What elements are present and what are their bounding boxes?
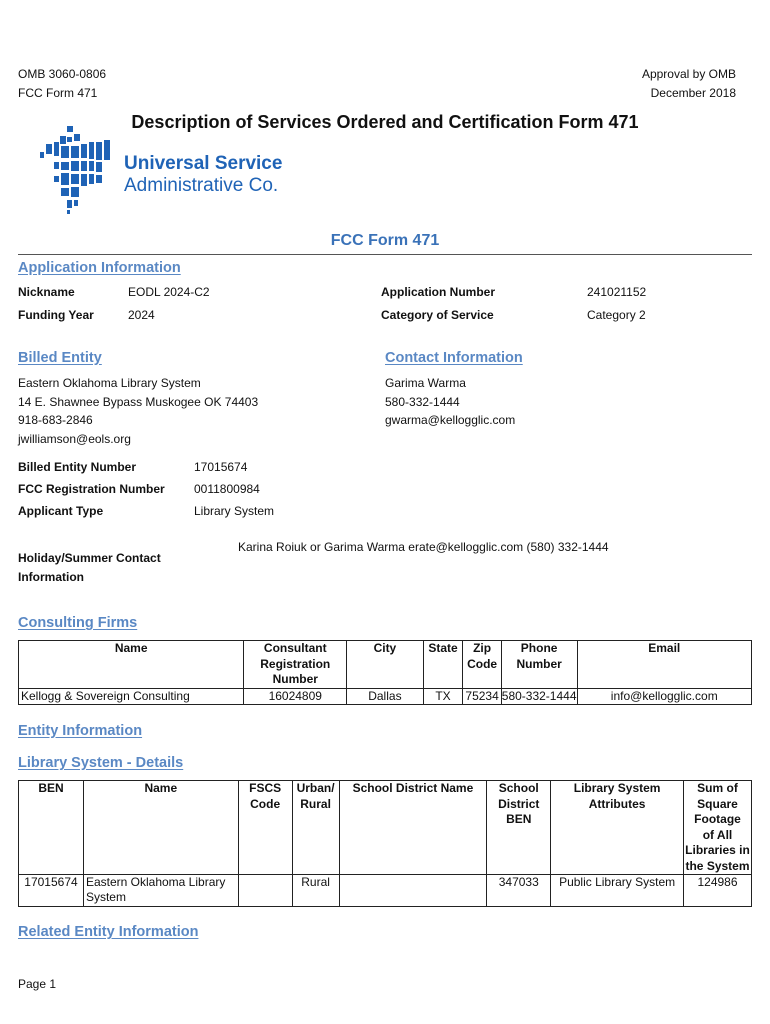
holiday-contact-label xyxy=(18,549,161,587)
section-consulting-firms: Consulting Firms xyxy=(18,615,138,631)
hdr-line: Code xyxy=(250,796,281,811)
hdr-line: Sum of xyxy=(697,781,738,795)
col-name: Name xyxy=(83,781,238,875)
cell-phone: 580-332-1444 xyxy=(501,689,577,703)
header-right xyxy=(642,65,736,103)
cell-library-attributes: Public Library System xyxy=(551,875,684,907)
billed-entity-street: 14 E. Shawnee Bypass Muskogee OK 74403 xyxy=(18,394,259,409)
section-library-system-details: Library System - Details xyxy=(18,755,184,771)
hdr-line: Library System xyxy=(573,781,661,795)
section-related-entity-information: Related Entity Information xyxy=(18,924,199,940)
hdr-line: FSCS xyxy=(249,781,282,795)
col-ben: BEN xyxy=(19,781,84,875)
col-zip xyxy=(463,641,501,689)
form-heading: FCC Form 471 xyxy=(330,232,440,249)
form-number: FCC Form 471 xyxy=(18,86,98,100)
cell-zip: 75234 xyxy=(463,689,501,705)
cell-school-district-name xyxy=(339,875,487,907)
billed-entity-address xyxy=(18,374,258,448)
cell-name xyxy=(83,875,238,907)
hdr-line: Zip xyxy=(473,641,492,655)
col-square-footage xyxy=(684,781,752,875)
applicant-type-label: Applicant Type xyxy=(18,504,104,518)
table-row xyxy=(19,689,752,705)
cell-fscs-code xyxy=(238,875,292,907)
fcc-registration-label: FCC Registration Number xyxy=(18,482,165,496)
table-header-row xyxy=(19,781,752,875)
hdr-line: Code xyxy=(467,656,498,671)
usac-logo xyxy=(40,126,300,214)
consulting-firms-table xyxy=(18,640,752,705)
hdr-line: Square xyxy=(697,796,738,811)
category-label: Category of Service xyxy=(381,308,494,322)
contact-email: gwarma@kellogglic.com xyxy=(385,413,516,427)
section-entity-information: Entity Information xyxy=(18,723,143,739)
library-system-table xyxy=(18,780,752,907)
page-number: Page 1 xyxy=(18,977,57,991)
funding-year-label: Funding Year xyxy=(18,308,94,322)
ben-label: Billed Entity Number xyxy=(18,460,137,474)
usac-logo-text xyxy=(124,153,282,197)
hdr-line: Libraries in xyxy=(685,843,750,857)
form-date: December 2018 xyxy=(650,86,736,100)
funding-year-value: 2024 xyxy=(128,308,155,322)
cell-email: info@kellogglic.com xyxy=(577,689,752,705)
applicant-type-value: Library System xyxy=(194,504,275,518)
col-urban-rural xyxy=(292,781,339,875)
contact-block xyxy=(385,374,515,430)
hdr-line: of All xyxy=(702,827,733,842)
cell-urban-rural: Rural xyxy=(292,875,339,907)
hdr-line: Phone xyxy=(520,641,558,655)
application-number-value: 241021152 xyxy=(587,285,647,299)
cell-name-line-2: System xyxy=(85,890,126,904)
col-fscs-code xyxy=(238,781,292,875)
col-school-district-name: School District Name xyxy=(339,781,487,875)
hdr-line: Number xyxy=(516,656,562,671)
section-application-information: Application Information xyxy=(18,260,181,276)
holiday-label-line-2: Information xyxy=(18,570,84,584)
omb-number: OMB 3060-0806 xyxy=(18,67,107,81)
logo-line-2: Administrative Co. xyxy=(124,175,279,196)
holiday-label-line-1: Holiday/Summer Contact xyxy=(18,551,161,565)
cell-name: Kellogg & Sovereign Consulting xyxy=(19,689,244,705)
hdr-line: Urban/ xyxy=(296,781,335,795)
hdr-line: BEN xyxy=(506,812,532,826)
holiday-contact-value: Karina Roiuk or Garima Warma erate@kellogglic.com (580) 332-1444 xyxy=(238,540,609,554)
nickname-value: EODL 2024-C2 xyxy=(128,285,210,299)
hdr-line: Footage xyxy=(694,812,741,826)
nickname-label: Nickname xyxy=(18,285,75,299)
hdr-line: Consultant xyxy=(263,641,327,655)
section-billed-entity: Billed Entity xyxy=(18,350,102,366)
table-row xyxy=(19,875,752,907)
hdr-line: School xyxy=(498,781,539,795)
cell-square-footage: 124986 xyxy=(684,875,752,907)
col-city: City xyxy=(347,641,423,689)
header-left xyxy=(18,65,106,103)
contact-name: Garima Warma xyxy=(385,376,466,390)
col-school-district-ben xyxy=(487,781,551,875)
hdr-line: Registration xyxy=(260,656,331,671)
hdr-line: District xyxy=(498,796,540,811)
usac-logo-icon xyxy=(40,126,120,214)
ben-value: 17015674 xyxy=(194,460,248,474)
omb-approval: Approval by OMB xyxy=(641,67,736,81)
hdr-line: Rural xyxy=(300,796,331,811)
section-contact-information: Contact Information xyxy=(385,350,523,366)
billed-entity-name: Eastern Oklahoma Library System xyxy=(18,376,201,390)
cell-crn: 16024809 xyxy=(244,689,347,705)
fcc-registration-value: 0011800984 xyxy=(194,482,260,496)
col-library-attributes xyxy=(551,781,684,875)
col-consultant-registration xyxy=(244,641,347,689)
col-email: Email xyxy=(577,641,752,689)
billed-entity-phone: 918-683-2846 xyxy=(18,413,93,427)
logo-line-1: Universal Service xyxy=(124,153,283,174)
col-state: State xyxy=(423,641,463,689)
cell-school-district-ben: 347033 xyxy=(487,875,551,907)
hdr-line: Number xyxy=(272,672,318,686)
col-name: Name xyxy=(19,641,244,689)
table-header-row xyxy=(19,641,752,689)
cell-city: Dallas xyxy=(347,689,423,705)
heading-divider xyxy=(18,254,752,255)
col-phone xyxy=(501,641,577,689)
cell-state: TX xyxy=(423,689,463,705)
hdr-line: Attributes xyxy=(588,796,646,811)
document-title: Description of Services Ordered and Certification Form 471 xyxy=(131,112,639,132)
billed-entity-email: jwilliamson@eols.org xyxy=(18,431,131,446)
application-number-label: Application Number xyxy=(381,285,496,299)
hdr-line: the System xyxy=(685,858,750,873)
contact-phone: 580-332-1444 xyxy=(385,394,460,409)
cell-ben: 17015674 xyxy=(19,875,84,907)
cell-name-line-1: Eastern Oklahoma Library xyxy=(85,875,226,889)
category-value: Category 2 xyxy=(587,308,646,322)
